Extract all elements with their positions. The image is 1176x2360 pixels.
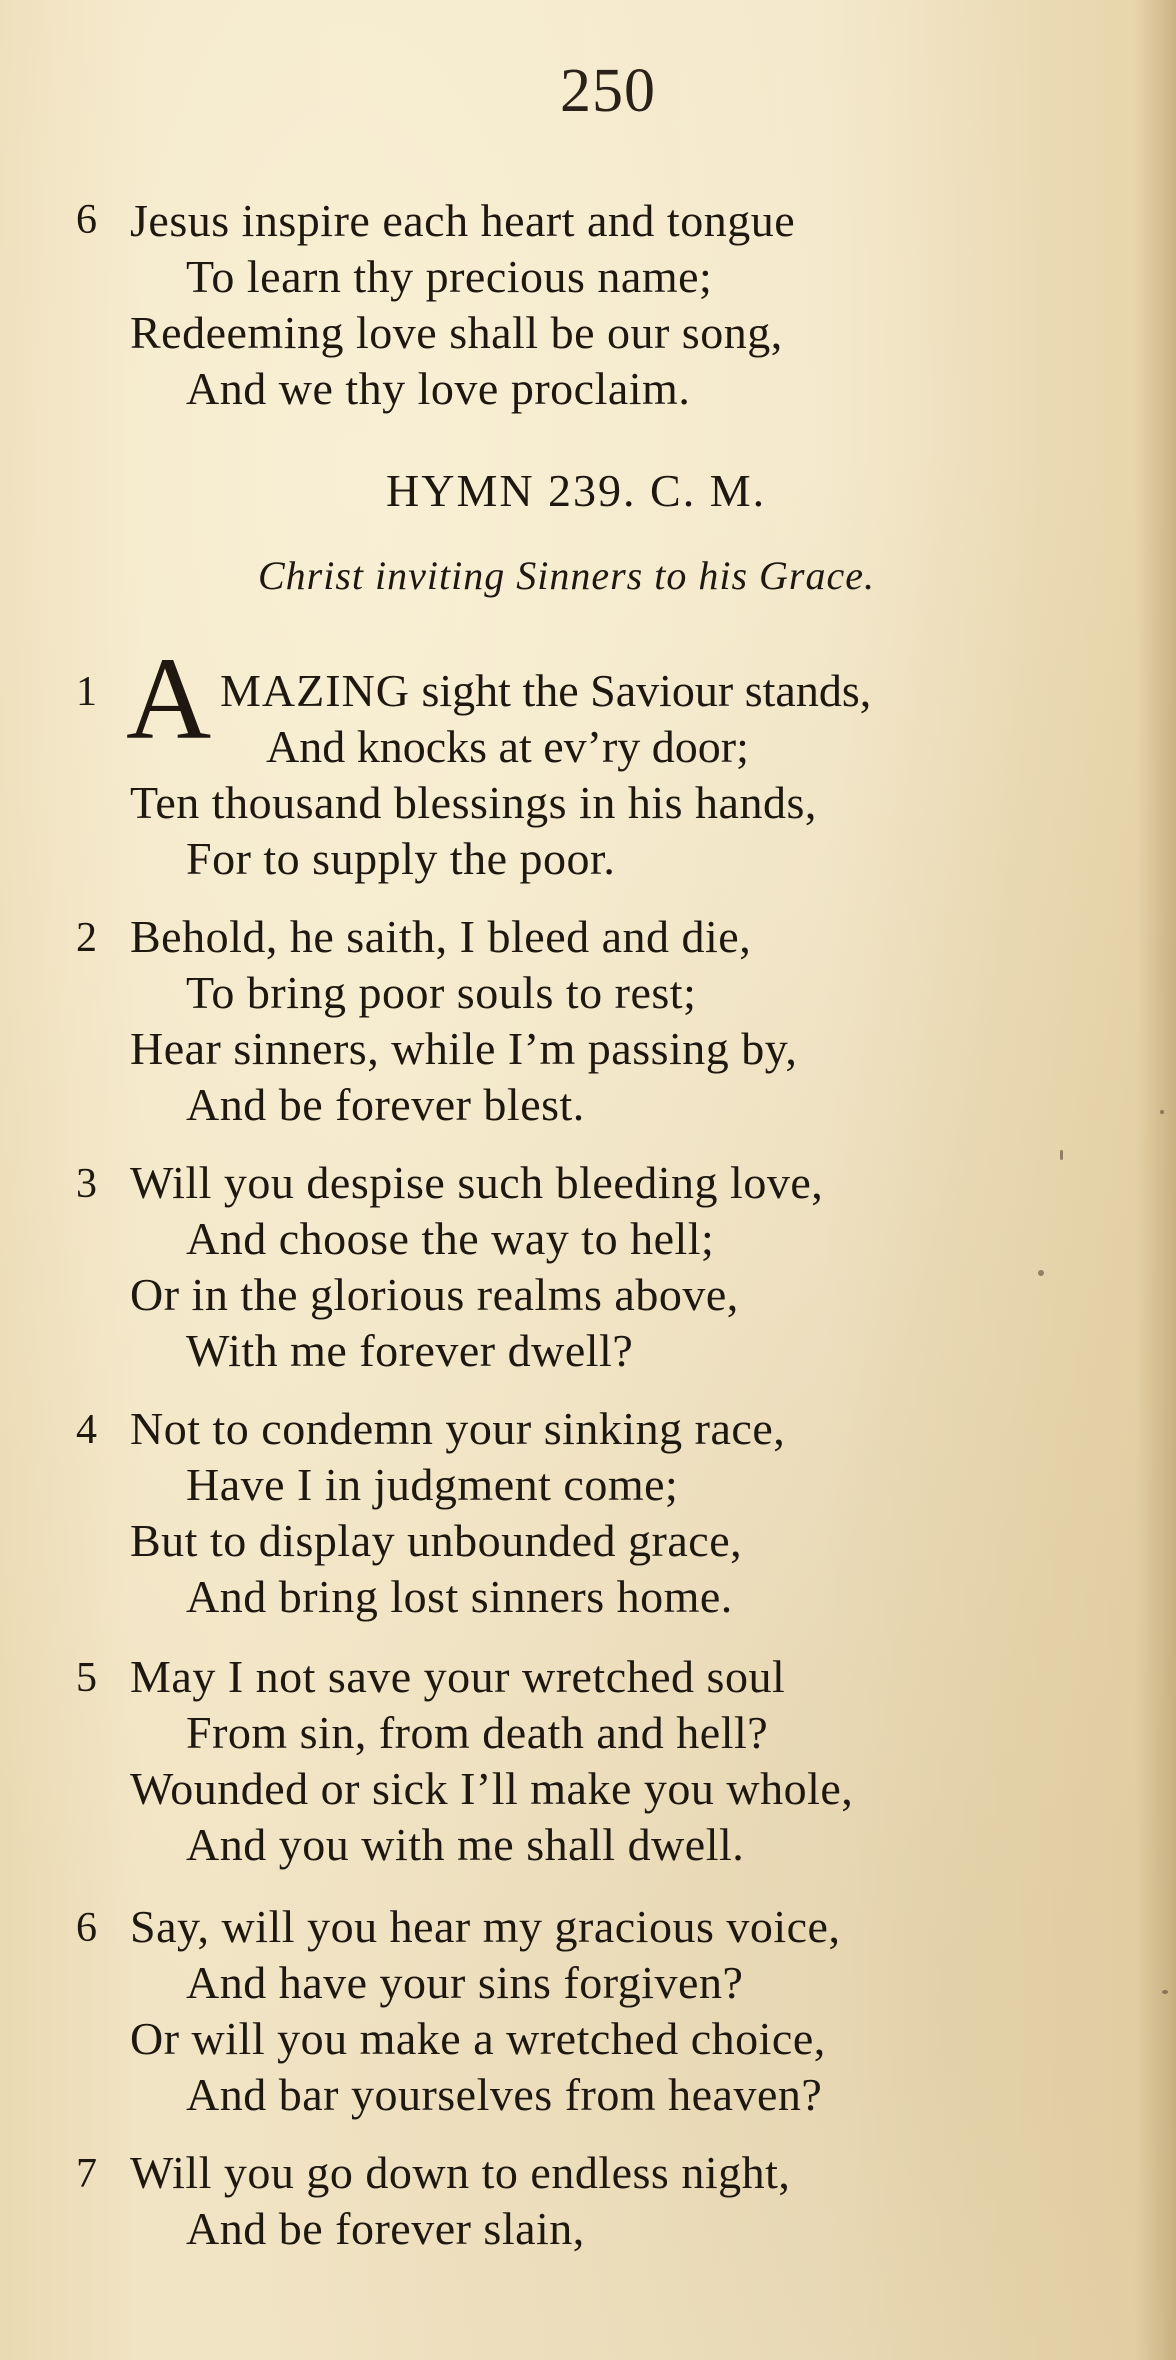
page-number: 250	[560, 57, 656, 125]
stanza-number: 4	[76, 1407, 97, 1453]
stanza-number: 5	[76, 1655, 97, 1701]
stanza-number: 6	[76, 1905, 97, 1951]
verse-line: And knocks at ev’ry door;	[266, 721, 749, 772]
paper-speck	[1060, 1150, 1063, 1160]
page-edge-shadow	[1136, 0, 1176, 2360]
first-line-rest: sight the Saviour stands,	[409, 665, 872, 716]
verse-line: Hear sinners, while I’m passing by,	[130, 1023, 798, 1074]
paper-speck	[1160, 1110, 1164, 1114]
verse-line: To bring poor souls to rest;	[186, 967, 697, 1018]
verse-line: Not to condemn your sinking race,	[130, 1403, 786, 1454]
drop-cap: A	[126, 633, 212, 764]
stanza-number: 6	[76, 197, 97, 243]
stanza-number: 3	[76, 1161, 97, 1207]
verse-line: And we thy love proclaim.	[186, 363, 691, 414]
stanza-number: 7	[76, 2151, 97, 2197]
paper-speck	[1038, 1270, 1044, 1276]
verse-line: To learn thy precious name;	[186, 251, 713, 302]
verse-line: Will you go down to endless night,	[130, 2147, 791, 2198]
verse-line: And you with me shall dwell.	[186, 1819, 745, 1870]
paper-speck	[1162, 1990, 1168, 1994]
verse-line: May I not save your wretched soul	[130, 1651, 786, 1702]
verse-line: Have I in judgment come;	[186, 1459, 679, 1510]
verse-line: And choose the way to hell;	[186, 1213, 715, 1264]
verse-line: Jesus inspire each heart and tongue	[130, 195, 796, 246]
verse-line: Or in the glorious realms above,	[130, 1269, 739, 1320]
verse-line: Ten thousand blessings in his hands,	[130, 777, 817, 828]
verse-line: Say, will you hear my gracious voice,	[130, 1901, 841, 1952]
verse-line: And be forever blest.	[186, 1079, 585, 1130]
verse-line: Will you despise such bleeding love,	[130, 1157, 824, 1208]
verse-line: And have your sins forgiven?	[186, 1957, 744, 2008]
hymn-subtitle: Christ inviting Sinners to his Grace.	[258, 553, 875, 598]
verse-line: And bring lost sinners home.	[186, 1571, 733, 1622]
verse-line: Behold, he saith, I bleed and die,	[130, 911, 752, 962]
hymn-title: HYMN 239. C. M.	[386, 465, 767, 516]
stanza-number: 1	[76, 669, 97, 715]
verse-line: And bar yourselves from heaven?	[186, 2069, 823, 2120]
first-line-caps: MAZING	[220, 665, 410, 716]
verse-line: And be forever slain,	[186, 2203, 585, 2254]
verse-line: But to display unbounded grace,	[130, 1515, 743, 1566]
stanza-number: 2	[76, 915, 97, 961]
verse-line: Redeeming love shall be our song,	[130, 307, 783, 358]
verse-line: Wounded or sick I’ll make you whole,	[130, 1763, 854, 1814]
verse-line	[220, 664, 871, 717]
verse-line: From sin, from death and hell?	[186, 1707, 769, 1758]
verse-line: For to supply the poor.	[186, 833, 616, 884]
verse-line: With me forever dwell?	[186, 1325, 634, 1376]
verse-line: Or will you make a wretched choice,	[130, 2013, 826, 2064]
